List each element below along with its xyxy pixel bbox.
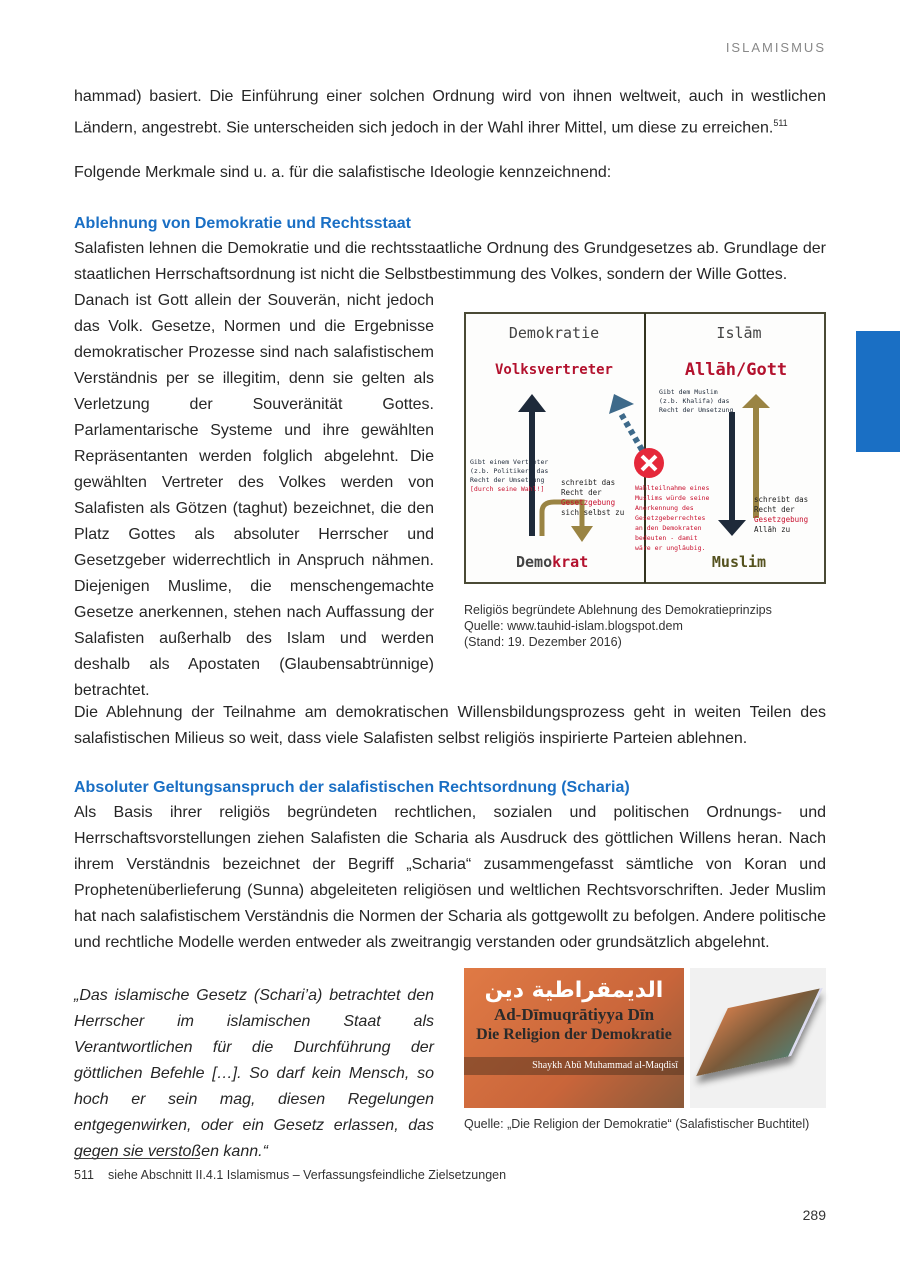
book-3d-icon bbox=[696, 988, 823, 1076]
note-text: Recht der bbox=[561, 488, 602, 497]
note-text: Gibt dem Muslim bbox=[659, 388, 718, 396]
right-top-label: Allāh/Gott bbox=[684, 360, 788, 380]
footnote-ref[interactable]: 511 bbox=[773, 118, 788, 128]
footnote-rule bbox=[74, 1158, 200, 1159]
paragraph-scharia: Als Basis ihrer religiös begründeten rechtlichen, sozialen und politischen Ordnungs- und Herrschaftsvorstellungen ziehen Salafisten die Scharia als Ausdruck des göttlichen Willens heran. Nach ihrem Verständnis bezeichnet der Begriff „Scharia“ zusammengefasst sämtliche von Koran und Prophetenüberlieferung (Sunna) abgeleiteten religiösen und weltlichen Rechtsvorschriften. Jeder Muslim hat nach salafistischem Verständnis die Normen der Scharia als gottgewollt zu befolgen. Andere politische und rechtliche Modelle werden entweder als zweitrangig verstanden oder grundsätzlich abgelehnt. bbox=[74, 804, 826, 951]
footnote-number: 511 bbox=[74, 1168, 94, 1182]
note-text: Recht der bbox=[754, 505, 795, 514]
democracy-diagram bbox=[464, 312, 826, 584]
paragraph-text: hammad) basiert. Die Einführung einer solchen Ordnung wird von ihnen weltweit, auch in westlichen Ländern, angestrebt. Sie unterscheiden sich jedoch in der Wahl ihrer Mittel, um diese zu erreichen. bbox=[74, 88, 826, 137]
note-text: schreibt das bbox=[754, 495, 809, 504]
note-text: schreibt das bbox=[561, 478, 616, 487]
caption-line: Quelle: www.tauhid-islam.blogspot.dem bbox=[464, 619, 683, 633]
running-header: ISLAMISMUS bbox=[725, 40, 826, 55]
note-text: bedeuten - damit bbox=[635, 534, 698, 542]
footnote-text: siehe Abschnitt II.4.1 Islamismus – Verfassungsfeindliche Zielsetzungen bbox=[107, 1168, 507, 1182]
book-photo bbox=[690, 968, 826, 1108]
note-text: Gesetzgebung bbox=[754, 515, 809, 524]
page-number: 289 bbox=[802, 1207, 826, 1223]
footnote bbox=[74, 1168, 506, 1182]
note-text: Wahlteilnahme eines bbox=[635, 484, 710, 492]
book-author: Shaykh Abū Muhammad al-Maqdisī bbox=[464, 1057, 684, 1075]
note-text: Gesetzgebung bbox=[561, 498, 616, 507]
heading-democracy: Ablehnung von Demokratie und Rechtsstaat bbox=[74, 215, 411, 232]
right-bottom-label: Muslim bbox=[711, 553, 767, 571]
left-title: Demokratie bbox=[508, 324, 600, 342]
note-text: Anerkennung des bbox=[635, 504, 694, 512]
book-cover-banner bbox=[464, 968, 684, 1108]
note-text: Gesetzgeberrechtes bbox=[635, 514, 706, 522]
left-top-label: Volksvertreter bbox=[494, 362, 614, 378]
note-text: wäre er ungläubig. bbox=[635, 544, 706, 552]
cross-icon bbox=[634, 448, 664, 478]
caption-line: (Stand: 19. Dezember 2016) bbox=[464, 635, 622, 649]
note-text: Gibt einem Vertreter bbox=[470, 458, 549, 466]
label-part: Demo bbox=[516, 553, 553, 571]
right-title: Islām bbox=[716, 324, 762, 342]
figure1-caption bbox=[464, 602, 772, 650]
arabic-title: الديمقراطية دين bbox=[484, 978, 664, 1003]
heading-scharia: Absoluter Geltungsanspruch der salafistischen Rechtsordnung (Scharia) bbox=[74, 779, 630, 796]
book-title-1: Ad-Dīmuqrātiyya Dīn bbox=[493, 1005, 655, 1024]
note-text: Recht der Umsetzung bbox=[659, 406, 734, 414]
book-title-2: Die Religion der Demokratie bbox=[476, 1026, 672, 1043]
note-text: (z.b. Politiker) das bbox=[470, 467, 549, 475]
note-text: Recht der Umsetzung bbox=[470, 476, 545, 484]
note-text: Muslims würde seine bbox=[635, 494, 710, 502]
label-part: krat bbox=[552, 553, 589, 571]
note-text: an den Demokraten bbox=[635, 524, 702, 532]
figure2-caption: Quelle: „Die Religion der Demokratie“ (Salafistischer Buchtitel) bbox=[464, 1117, 810, 1131]
note-text: Allāh zu bbox=[754, 525, 791, 534]
caption-line: Religiös begründete Ablehnung des Demokratieprinzips bbox=[464, 603, 772, 617]
paragraph-intro bbox=[74, 84, 826, 141]
paragraph-parties: Die Ablehnung der Teilnahme am demokratischen Willensbildungsprozess geht in weiten Teilen des salafistischen Milieus so weit, dass viele Salafisten selbst religiös inspirierte Parteien ablehnen. bbox=[74, 704, 826, 747]
quote: „Das islamische Gesetz (Schari’a) betrachtet den Herrscher im islamischen Staat als Verantwortlichen für die Durchführung der göttlichen Befehle […]. So darf kein Mensch, so hoch er sein mag, diesen Regelungen entgegenwirken, oder ein Gesetz erlassen, das gegen sie verstoßen kann.“ bbox=[74, 987, 434, 1160]
paragraph-features: Folgende Merkmale sind u. a. für die salafistische Ideologie kennzeichnend: bbox=[74, 164, 612, 181]
paragraph-democracy-a: Salafisten lehnen die Demokratie und die rechtsstaatliche Ordnung des Grundgesetzes ab. Grundlage der staatlichen Herrschaftsordnung ist nicht die Selbstbestimmung des Volkes, sondern der Wille Gottes. bbox=[74, 240, 826, 283]
left-bottom-label bbox=[516, 553, 588, 571]
note-text: (z.b. Khalifa) das bbox=[659, 397, 730, 405]
note-text: sich selbst zu bbox=[561, 508, 625, 517]
chapter-tab bbox=[856, 331, 900, 452]
paragraph-democracy-b: Danach ist Gott allein der Souverän, nicht jedoch das Volk. Gesetze, Normen und die Ergebnisse demokratischer Prozesse sind nach salafistischem Verständnis per se illegitim, denn sie gelten als Verletzung der Souveränität Gottes. Parlamentarische Systeme und ihre gewählten Repräsentanten werden folglich abgelehnt. Die gewählten Vertreter des Volkes werden von Salafisten als Götzen (taghut) bezeichnet, die den Platz Gottes als absoluter Herrscher und Gesetzgeber widerrechtlich in Anspruch nähmen. Diejenigen Muslime, die menschengemachte Gesetze anerkennen, stehen nach Auffassung der Salafisten außerhalb des Islam und werden deshalb als Apostaten (Glaubensabtrünnige) betrachtet. bbox=[74, 292, 434, 699]
note-text: [durch seine Wahl!] bbox=[470, 485, 545, 493]
